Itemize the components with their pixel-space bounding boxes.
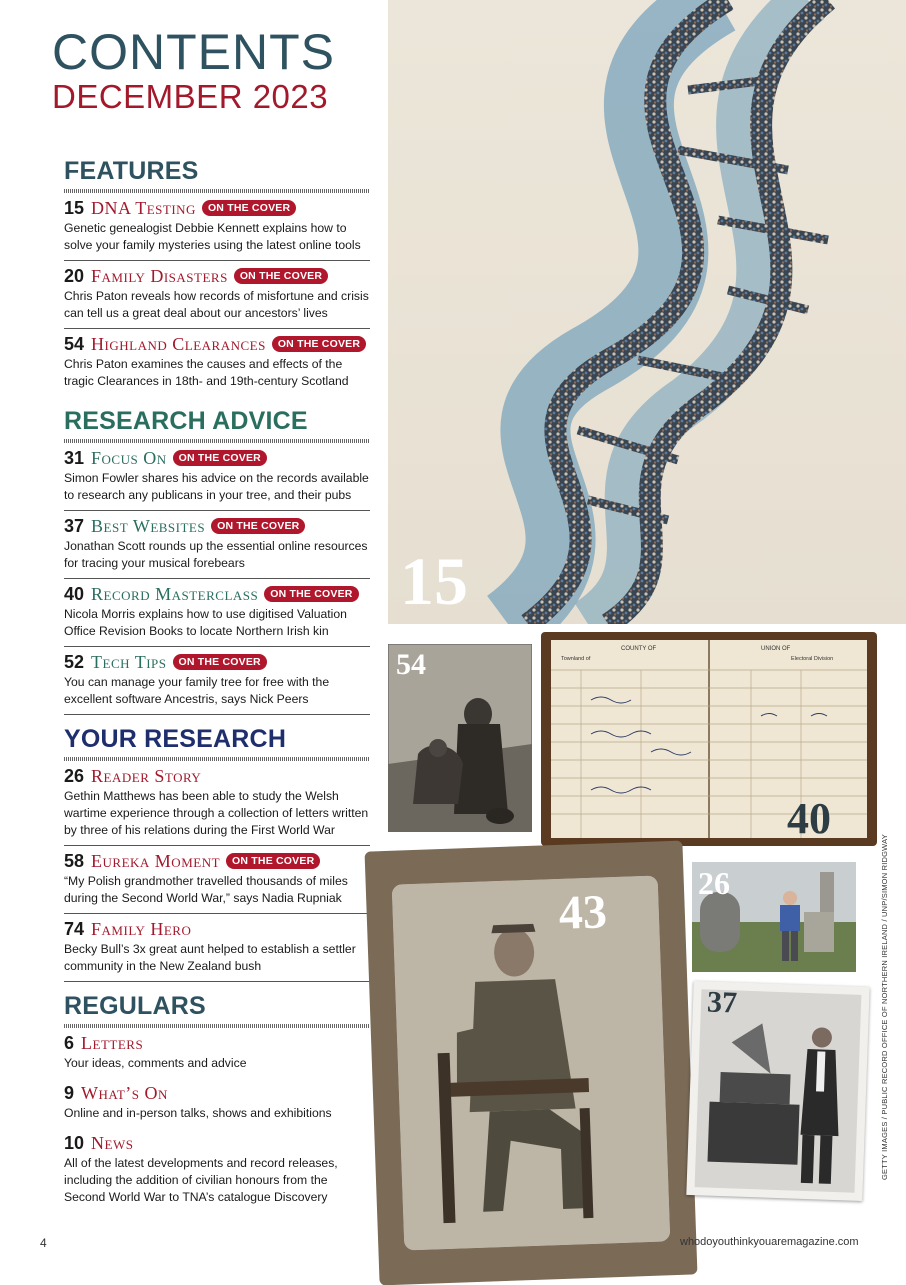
ledger-townland-label: Townland of [561, 656, 591, 662]
cover-badge: ON THE COVER [202, 200, 296, 216]
entry-description: Jonathan Scott rounds up the essential online resources for tracing your musical forebears [64, 539, 368, 570]
highland-engraving-photo[interactable] [388, 644, 532, 832]
entry-description: Your ideas, comments and advice [64, 1056, 247, 1070]
section-your-research [64, 724, 370, 982]
issue-date: DECEMBER 2023 [52, 78, 329, 115]
photo-page-number: 37 [706, 985, 738, 1020]
entry-title: What’s On [81, 1082, 168, 1103]
entry-description: Gethin Matthews has been able to study the Welsh wartime experience through a collection of letters written by three of his relations during the First World War [64, 789, 369, 837]
entry-title: Reader Story [91, 765, 202, 786]
contents-entry[interactable] [64, 647, 370, 715]
photo-page-number: 54 [396, 648, 426, 681]
contents-entry[interactable] [64, 914, 370, 982]
contents-entry[interactable] [64, 329, 370, 396]
entry-title: Highland Clearances [91, 333, 266, 354]
page-number: 58 [64, 850, 85, 871]
entry-title: Letters [81, 1032, 144, 1053]
page-number: 9 [64, 1082, 75, 1103]
entry-description: Simon Fowler shares his advice on the records available to research any publicans in your tree, and their pubs [64, 471, 369, 502]
entry-description: Nicola Morris explains how to use digitised Valuation Office Revision Books to locate Northern Irish kin [64, 607, 347, 638]
photo-mount [392, 875, 671, 1250]
ledger-county-label: COUNTY OF [621, 646, 657, 652]
page-number: 20 [64, 265, 85, 286]
entry-description: Chris Paton examines the causes and effects of the tragic Clearances in 18th- and 19th-century Scotland [64, 357, 349, 388]
section-heading: FEATURES [64, 157, 199, 185]
photo-page-number: 15 [400, 543, 468, 619]
page-number: 10 [64, 1132, 85, 1153]
entry-description: Online and in-person talks, shows and exhibitions [64, 1106, 332, 1120]
contents-entry[interactable] [64, 846, 370, 914]
entry-title: Eureka Moment [91, 850, 221, 871]
page-number: 52 [64, 651, 85, 672]
contents-entry[interactable] [64, 761, 370, 846]
contents-entry[interactable] [64, 1028, 370, 1078]
cover-badge: ON THE COVER [173, 654, 267, 670]
contents-entry[interactable] [64, 193, 370, 261]
section-heading: RESEARCH ADVICE [64, 407, 308, 435]
entry-title: Record Masterclass [91, 583, 259, 604]
contents-entry[interactable] [64, 1078, 370, 1128]
entry-title: Family Hero [91, 918, 192, 939]
website-url[interactable]: whodoyouthinkyouaremagazine.com [680, 1236, 859, 1248]
photo-page-number: 40 [787, 794, 831, 843]
section-heading: YOUR RESEARCH [64, 725, 287, 753]
entry-title: DNA Testing [91, 197, 196, 218]
page-number: 37 [64, 515, 85, 536]
section-features [64, 156, 370, 396]
cover-badge: ON THE COVER [226, 853, 320, 869]
cover-badge: ON THE COVER [264, 586, 358, 602]
section-research-advice [64, 406, 370, 715]
cover-badge: ON THE COVER [272, 336, 366, 352]
page-number-footer: 4 [40, 1236, 47, 1250]
soldier-image [392, 875, 671, 1250]
page-number: 54 [64, 333, 85, 354]
entry-title: Family Disasters [91, 265, 228, 286]
cover-badge: ON THE COVER [234, 268, 328, 284]
dna-crowd-photo[interactable] [388, 0, 906, 624]
reader-story-photo[interactable] [692, 862, 856, 972]
cover-badge: ON THE COVER [211, 518, 305, 534]
page-number: 31 [64, 447, 85, 468]
entry-title: Tech Tips [91, 651, 167, 672]
ledger-union-label: UNION OF [761, 646, 791, 652]
entry-description: “My Polish grandmother travelled thousands of miles during the Second World War,” says Nadia Rupniak [64, 874, 348, 905]
page-title: CONTENTS [52, 24, 335, 80]
contents-entry[interactable] [64, 579, 370, 647]
page-number: 40 [64, 583, 85, 604]
page-number: 6 [64, 1032, 75, 1053]
page-number: 26 [64, 765, 85, 786]
section-heading: REGULARS [64, 992, 206, 1020]
photo-credit: GETTY IMAGES / PUBLIC RECORD OFFICE OF NORTHERN IRELAND / UNP/SIMON RIDGWAY [880, 833, 889, 1180]
contents-entry[interactable] [64, 261, 370, 329]
entry-description: Becky Bull’s 3x great aunt helped to establish a settler community in the New Zealand bush [64, 942, 356, 973]
page-number: 15 [64, 197, 85, 218]
entry-description: All of the latest developments and record releases, including the addition of civilian honours from the Second World War to TNA’s catalogue Discovery [64, 1156, 338, 1204]
entry-title: News [91, 1132, 134, 1153]
dna-helix-image [388, 0, 906, 624]
musical-ancestor-photo[interactable] [686, 981, 869, 1201]
entry-description: Chris Paton reveals how records of misfortune and crisis can tell us a great deal about our ancestors’ lives [64, 289, 369, 320]
soldier-portrait-photo[interactable] [365, 841, 698, 1285]
contents-entry[interactable] [64, 1128, 370, 1212]
photo-page-number: 26 [698, 865, 730, 901]
contents-entry[interactable] [64, 443, 370, 511]
page-number: 74 [64, 918, 85, 939]
entry-title: Focus On [91, 447, 167, 468]
photo-page-number: 43 [557, 885, 608, 940]
ledger-division-label: Electoral Division [791, 656, 834, 662]
section-regulars [64, 991, 370, 1212]
contents-entry[interactable] [64, 511, 370, 579]
entry-title: Best Websites [91, 515, 206, 536]
cover-badge: ON THE COVER [173, 450, 267, 466]
valuation-ledger-photo[interactable] [541, 632, 877, 846]
entry-description: Genetic genealogist Debbie Kennett explains how to solve your family mysteries using the latest online tools [64, 221, 361, 252]
entry-description: You can manage your family tree for free with the excellent software Ancestris, says Nick Peers [64, 675, 330, 706]
